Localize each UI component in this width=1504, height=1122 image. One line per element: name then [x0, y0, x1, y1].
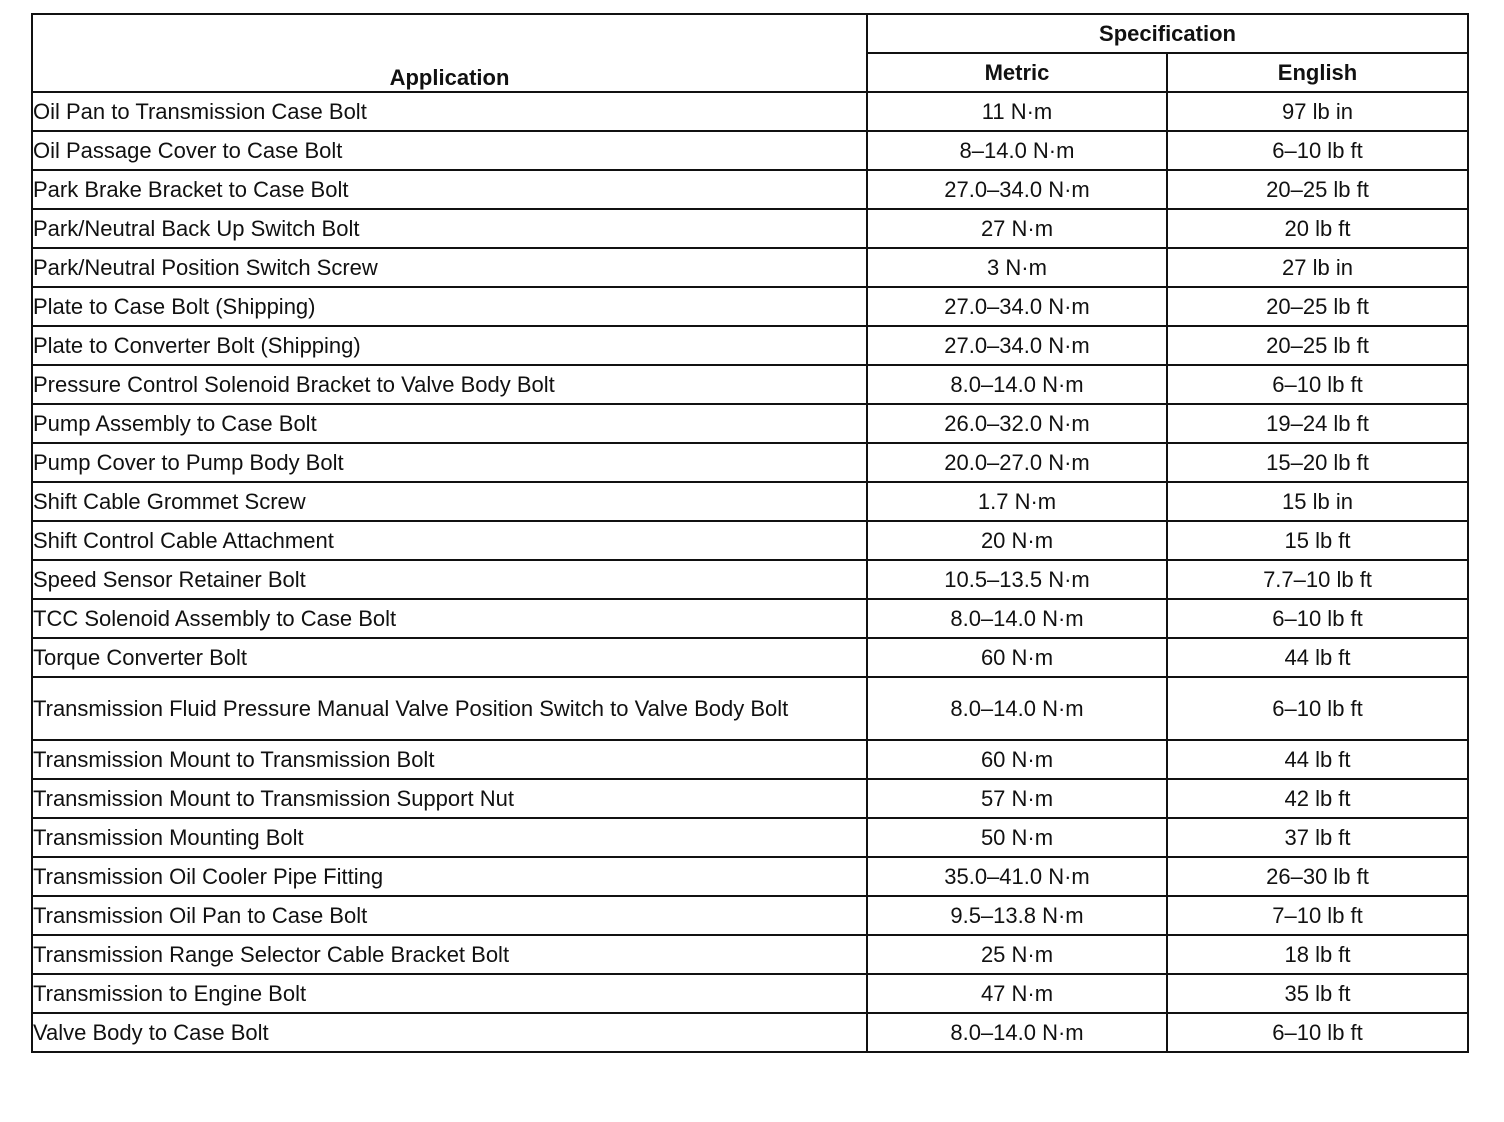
table-row: [32, 1013, 1468, 1052]
header-application: Application: [32, 14, 867, 92]
application-cell: Transmission Mount to Transmission Bolt: [32, 740, 867, 779]
table-row: [32, 677, 1468, 740]
application-cell: TCC Solenoid Assembly to Case Bolt: [32, 599, 867, 638]
english-cell: 97 lb in: [1167, 92, 1468, 131]
application-cell: Park/Neutral Position Switch Screw: [32, 248, 867, 287]
english-cell: 6–10 lb ft: [1167, 131, 1468, 170]
english-cell: 20 lb ft: [1167, 209, 1468, 248]
table-body: [32, 92, 1468, 1052]
table-row: [32, 365, 1468, 404]
english-cell: 27 lb in: [1167, 248, 1468, 287]
metric-cell: 27.0–34.0 N·m: [867, 326, 1167, 365]
metric-cell: 8.0–14.0 N·m: [867, 599, 1167, 638]
english-cell: 20–25 lb ft: [1167, 287, 1468, 326]
application-cell: Pressure Control Solenoid Bracket to Valve Body Bolt: [32, 365, 867, 404]
header-specification: Specification: [867, 14, 1468, 53]
metric-cell: 11 N·m: [867, 92, 1167, 131]
header-english: English: [1167, 53, 1468, 92]
english-cell: 7–10 lb ft: [1167, 896, 1468, 935]
metric-cell: 8.0–14.0 N·m: [867, 677, 1167, 740]
table-row: [32, 638, 1468, 677]
application-cell: Pump Cover to Pump Body Bolt: [32, 443, 867, 482]
application-cell: Transmission Oil Cooler Pipe Fitting: [32, 857, 867, 896]
table-row: [32, 482, 1468, 521]
metric-cell: 8–14.0 N·m: [867, 131, 1167, 170]
english-cell: 15–20 lb ft: [1167, 443, 1468, 482]
english-cell: 37 lb ft: [1167, 818, 1468, 857]
english-cell: 18 lb ft: [1167, 935, 1468, 974]
metric-cell: 8.0–14.0 N·m: [867, 1013, 1167, 1052]
metric-cell: 26.0–32.0 N·m: [867, 404, 1167, 443]
torque-spec-table: [31, 13, 1469, 1053]
table-header: [32, 14, 1468, 92]
table-row: [32, 818, 1468, 857]
english-cell: 26–30 lb ft: [1167, 857, 1468, 896]
metric-cell: 3 N·m: [867, 248, 1167, 287]
english-cell: 20–25 lb ft: [1167, 326, 1468, 365]
table-row: [32, 92, 1468, 131]
table-row: [32, 170, 1468, 209]
table-row: [32, 131, 1468, 170]
metric-cell: 9.5–13.8 N·m: [867, 896, 1167, 935]
application-cell: Pump Assembly to Case Bolt: [32, 404, 867, 443]
metric-cell: 27.0–34.0 N·m: [867, 287, 1167, 326]
english-cell: 15 lb in: [1167, 482, 1468, 521]
english-cell: 19–24 lb ft: [1167, 404, 1468, 443]
metric-cell: 50 N·m: [867, 818, 1167, 857]
application-cell: Transmission Range Selector Cable Bracket Bolt: [32, 935, 867, 974]
table-row: [32, 326, 1468, 365]
application-cell: Oil Pan to Transmission Case Bolt: [32, 92, 867, 131]
table-row: [32, 287, 1468, 326]
application-cell: Park/Neutral Back Up Switch Bolt: [32, 209, 867, 248]
table-row: [32, 560, 1468, 599]
application-cell: Torque Converter Bolt: [32, 638, 867, 677]
metric-cell: 1.7 N·m: [867, 482, 1167, 521]
english-cell: 44 lb ft: [1167, 638, 1468, 677]
metric-cell: 60 N·m: [867, 638, 1167, 677]
application-cell: Transmission Oil Pan to Case Bolt: [32, 896, 867, 935]
english-cell: 6–10 lb ft: [1167, 599, 1468, 638]
application-cell: Speed Sensor Retainer Bolt: [32, 560, 867, 599]
metric-cell: 47 N·m: [867, 974, 1167, 1013]
metric-cell: 27 N·m: [867, 209, 1167, 248]
metric-cell: 35.0–41.0 N·m: [867, 857, 1167, 896]
english-cell: 35 lb ft: [1167, 974, 1468, 1013]
metric-cell: 60 N·m: [867, 740, 1167, 779]
english-cell: 15 lb ft: [1167, 521, 1468, 560]
table-row: [32, 935, 1468, 974]
english-cell: 42 lb ft: [1167, 779, 1468, 818]
table-row: [32, 209, 1468, 248]
application-cell: Shift Cable Grommet Screw: [32, 482, 867, 521]
table-row: [32, 779, 1468, 818]
application-cell: Plate to Case Bolt (Shipping): [32, 287, 867, 326]
application-cell: Transmission to Engine Bolt: [32, 974, 867, 1013]
metric-cell: 20 N·m: [867, 521, 1167, 560]
english-cell: 44 lb ft: [1167, 740, 1468, 779]
table-row: [32, 599, 1468, 638]
table-row: [32, 443, 1468, 482]
application-cell: Oil Passage Cover to Case Bolt: [32, 131, 867, 170]
english-cell: 6–10 lb ft: [1167, 677, 1468, 740]
application-cell: Transmission Mount to Transmission Support Nut: [32, 779, 867, 818]
english-cell: 7.7–10 lb ft: [1167, 560, 1468, 599]
table-row: [32, 248, 1468, 287]
metric-cell: 20.0–27.0 N·m: [867, 443, 1167, 482]
application-cell: Transmission Mounting Bolt: [32, 818, 867, 857]
table-row: [32, 404, 1468, 443]
application-cell: Transmission Fluid Pressure Manual Valve Position Switch to Valve Body Bolt: [32, 677, 867, 740]
english-cell: 20–25 lb ft: [1167, 170, 1468, 209]
metric-cell: 8.0–14.0 N·m: [867, 365, 1167, 404]
metric-cell: 27.0–34.0 N·m: [867, 170, 1167, 209]
english-cell: 6–10 lb ft: [1167, 365, 1468, 404]
header-metric: Metric: [867, 53, 1167, 92]
metric-cell: 25 N·m: [867, 935, 1167, 974]
table-row: [32, 974, 1468, 1013]
metric-cell: 10.5–13.5 N·m: [867, 560, 1167, 599]
application-cell: Shift Control Cable Attachment: [32, 521, 867, 560]
table-row: [32, 521, 1468, 560]
table-row: [32, 740, 1468, 779]
table-row: [32, 896, 1468, 935]
application-cell: Valve Body to Case Bolt: [32, 1013, 867, 1052]
table-row: [32, 857, 1468, 896]
english-cell: 6–10 lb ft: [1167, 1013, 1468, 1052]
application-cell: Park Brake Bracket to Case Bolt: [32, 170, 867, 209]
metric-cell: 57 N·m: [867, 779, 1167, 818]
application-cell: Plate to Converter Bolt (Shipping): [32, 326, 867, 365]
